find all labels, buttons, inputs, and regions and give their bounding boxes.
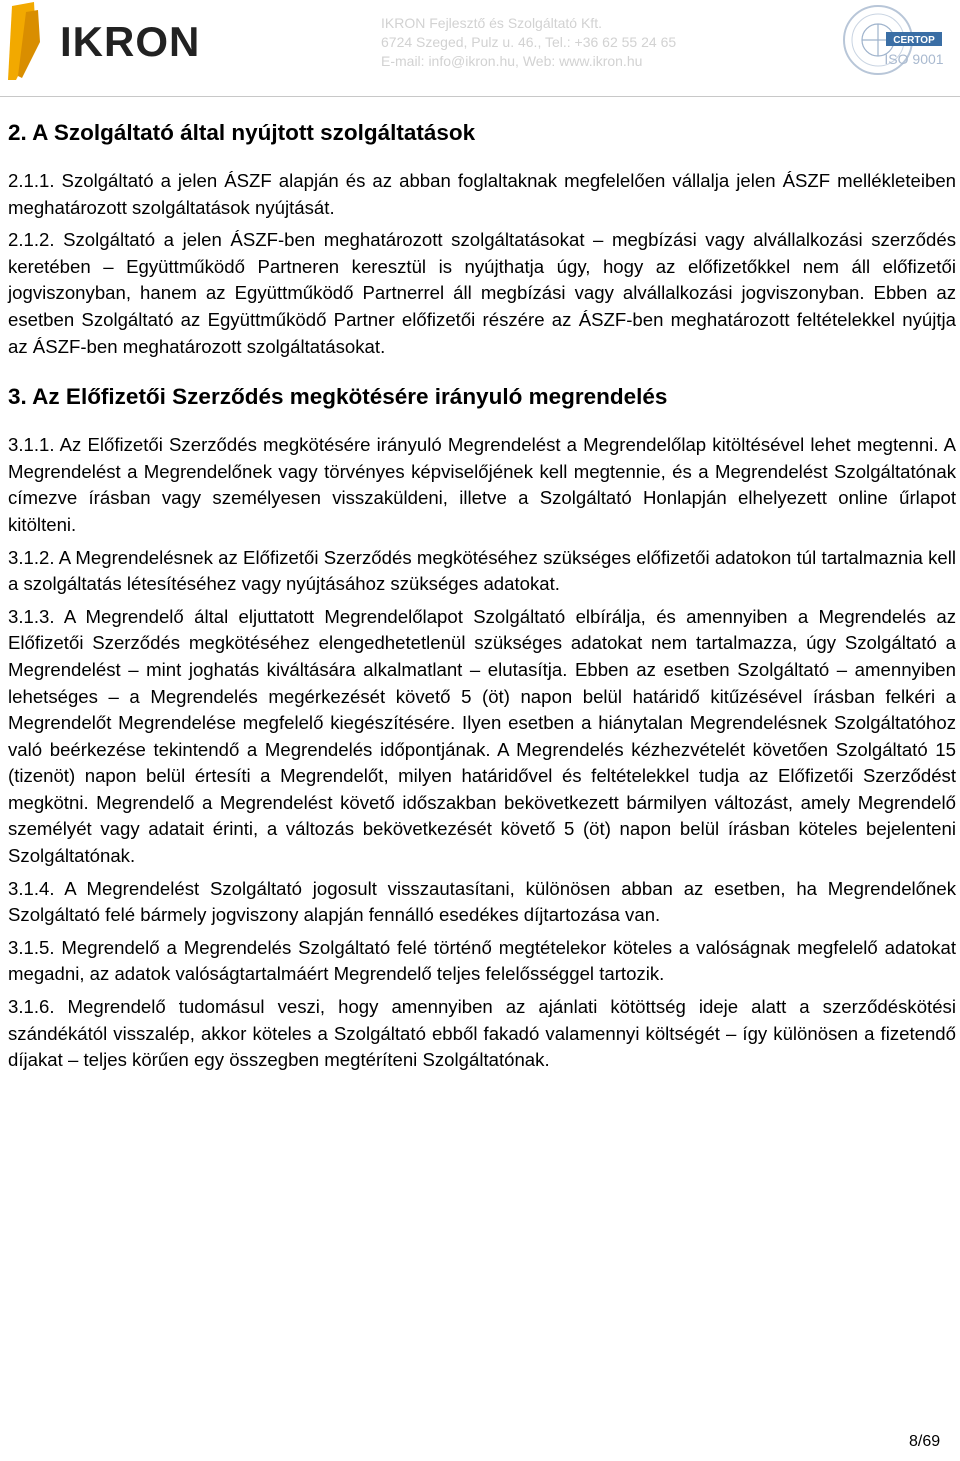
company-address: 6724 Szeged, Pulz u. 46., Tel.: +36 62 55 24 65 <box>381 34 677 50</box>
iso-label: ISO 9001 <box>884 51 944 67</box>
paragraph: 3.1.2. A Megrendelésnek az Előfizetői Szerződés megkötéséhez szükséges előfizetői adatokon túl tartalmaznia kell a szolgáltatás létesítéséhez vagy nyújtásához szükséges adatokat. <box>8 546 956 595</box>
section-heading: 3. Az Előfizetői Szerződés megkötésére irányuló megrendelés <box>8 384 668 410</box>
logo-text: IKRON <box>60 18 201 65</box>
paragraph: 3.1.4. A Megrendelést Szolgáltató jogosult visszautasítani, különösen abban az esetben, ha Megrendelőnek Szolgáltató felé bármely jogviszony alapján fennálló esedékes díjtartozása van. <box>8 877 956 926</box>
paragraph: 3.1.3. A Megrendelő által eljuttatott Megrendelőlapot Szolgáltató elbírálja, és amennyiben a Megrendelés az Előfizetői Szerződés megkötéséhez elengedhetetlenül szükséges adatokat nem tartalmazza, úgy Szolgáltató a Megrendelést – mint joghatás kiváltására alkalmatlant – elutasítja. Ebben az esetben Szolgáltató – amennyiben lehetséges – a Megrendelés megérkezését követő 5 (öt) napon belül határidő kitűzésével írásban felkéri a Megrendelőt Megrendelése megfelelő kiegészítésére. Ilyen esetben a hiánytalan Megrendelésnek Szolgáltatóhoz való beérkezése tekintendő a Megrendelés időpontjának. A Megrendelés kézhezvételét követően Szolgáltató 15 (tizenöt) napon belül értesíti a Megrendelőt, milyen határidővel és feltételekkel tudja az Előfizetői Szerződést megkötni. Megrendelő a Megrendelést követő időszakban bekövetkezett bármilyen változást, amely Megrendelő személyét vagy adatait érinti, a változás bekövetkezését követő 5 (öt) napon belül írásban köteles bejelenteni Szolgáltatónak. <box>8 605 956 867</box>
paragraph: 2.1.1. Szolgáltató a jelen ÁSZF alapján és az abban foglaltaknak megfelelően vállalja jelen ÁSZF mellékleteiben meghatározott szolgáltatások nyújtását. <box>8 170 956 218</box>
iso-certificate-seal <box>840 2 946 78</box>
paragraph: 3.1.1. Az Előfizetői Szerződés megkötésére irányuló Megrendelést a Megrendelőlap kitöltésével lehet megtenni. A Megrendelést a Megrendelőnek vagy törvényes képviselőjének kell megtennie, és a Megrendelést Szolgáltatónak címezve írásban vagy személyesen visszaküldeni, illetve a Szolgáltató Honlapján elhelyezett online űrlapot kitölteni. <box>8 434 956 535</box>
company-contact: E-mail: info@ikron.hu, Web: www.ikron.hu <box>381 53 643 69</box>
company-name: IKRON Fejlesztő és Szolgáltató Kft. <box>381 15 602 31</box>
document-body <box>8 118 956 1074</box>
ikron-logo <box>8 0 243 82</box>
paragraph: 2.1.2. Szolgáltató a jelen ÁSZF-ben meghatározott szolgáltatásokat – megbízási vagy alvállalkozási szerződés keretében – Együttműködő Partneren keresztül is nyújthatja úgy, hogy az előfizetőkkel nem áll előfizetői jogviszonyban, hanem az Együttműködő Partnerrel áll megbízási vagy alvállalkozási jogviszonyban. Ebben az esetben Szolgáltató az Együttműködő Partner előfizetői részére az ÁSZF-ben meghatározott feltételekkel nyújtja az ÁSZF-ben meghatározott szolgáltatásokat. <box>8 229 956 357</box>
cert-label: CERTOP <box>893 35 935 46</box>
paragraph: 3.1.6. Megrendelő tudomásul veszi, hogy amennyiben az ajánlati kötöttség ideje alatt a szerződéskötési szándékától visszalép, akkor köteles a Szolgáltató ebből fakadó valamennyi költségét – így különösen a fizetendő díjakat – teljes körűen egy összegben megtéríteni Szolgáltatónak. <box>8 996 956 1071</box>
company-info <box>381 14 676 71</box>
header-divider <box>0 96 960 97</box>
page-number: 8/69 <box>909 1433 941 1450</box>
section-heading: 2. A Szolgáltató által nyújtott szolgáltatások <box>8 120 476 145</box>
page-header <box>0 0 960 96</box>
paragraph: 3.1.5. Megrendelő a Megrendelés Szolgáltató felé történő megtételekor köteles a valóságnak megfelelő adatokat megadni, az adatok valóságtartalmáért Megrendelő teljes felelősséggel tartozik. <box>8 936 956 985</box>
